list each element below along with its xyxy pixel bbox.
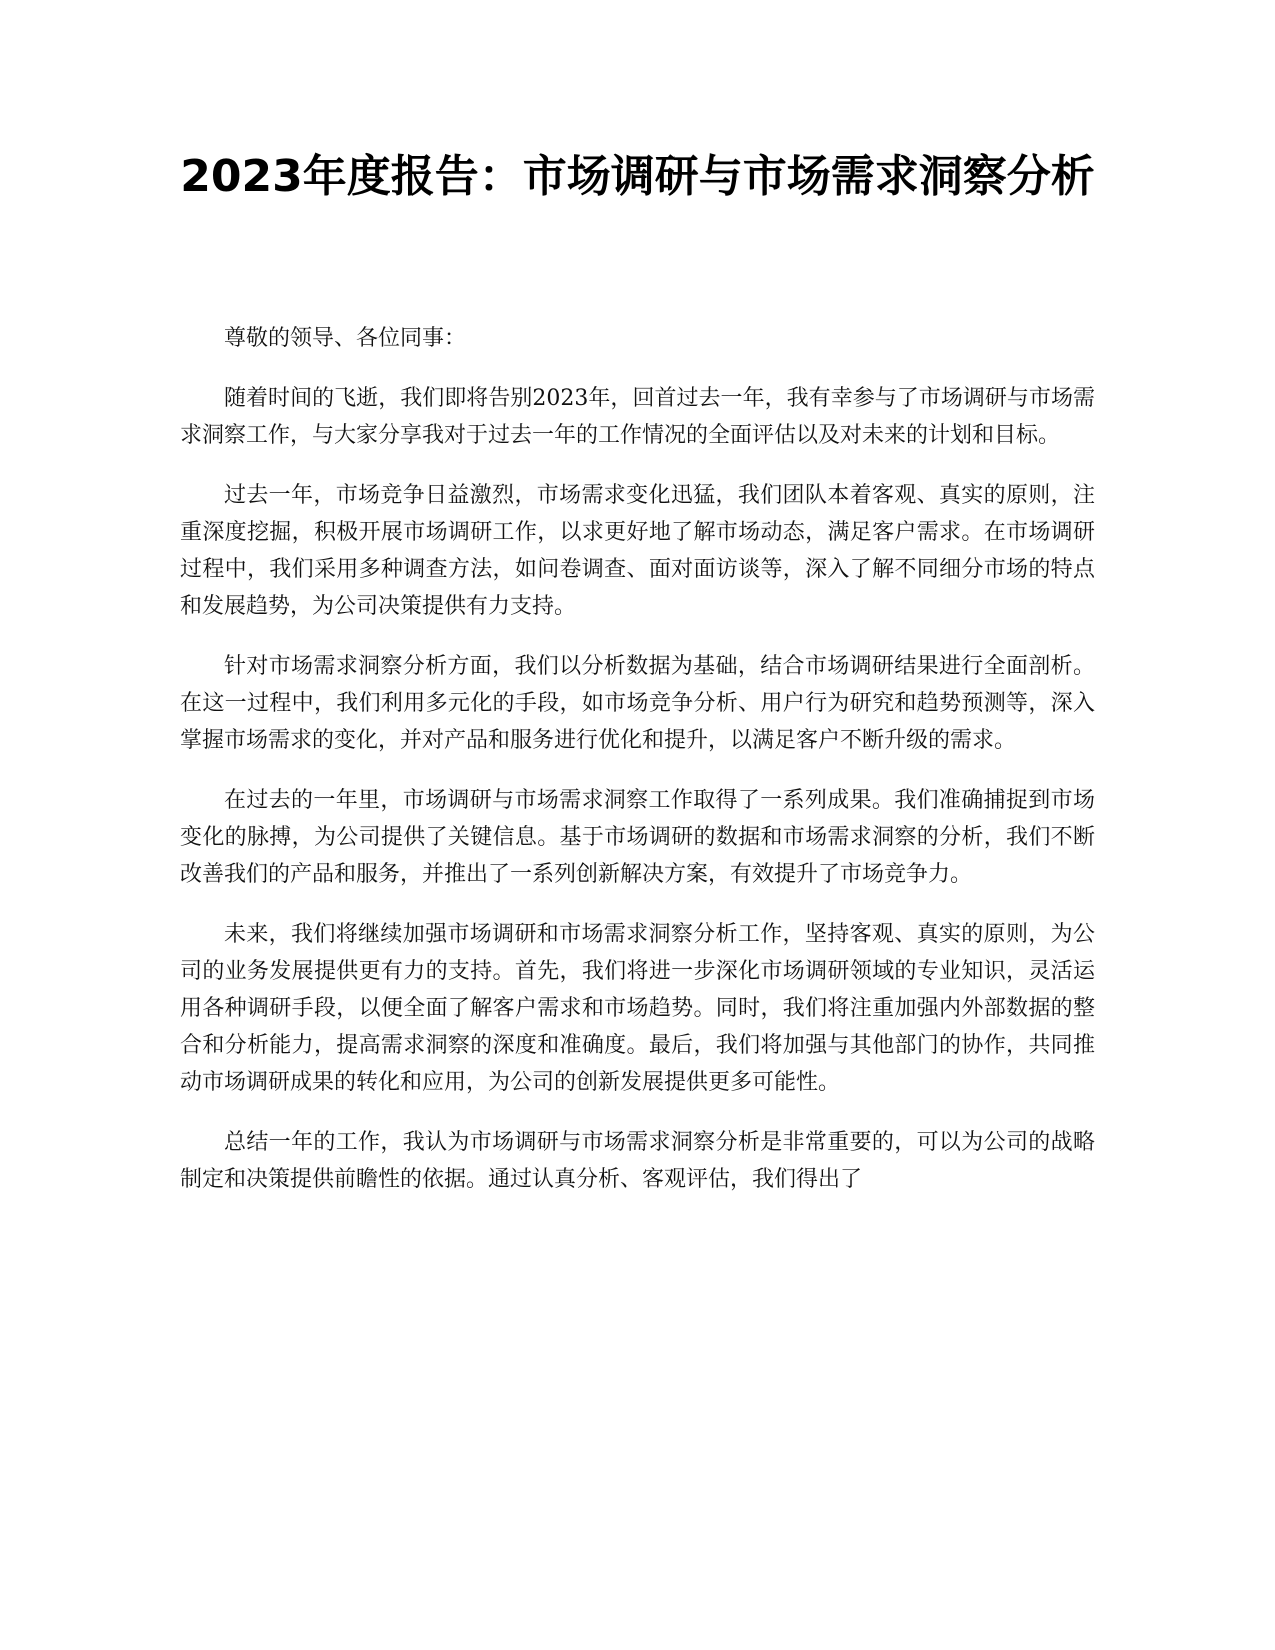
paragraph-2: 过去一年，市场竞争日益激烈，市场需求变化迅猛，我们团队本着客观、真实的原则，注重深度挖掘，积极开展市场调研工作，以求更好地了解市场动态，满足客户需求。在市场调研过程中，我们采用多种调查方法，如问卷调查、面对面访谈等，深入了解不同细分市场的特点和发展趋势，为公司决策提供有力支持。 xyxy=(180,483,1095,619)
paragraph-1: 随着时间的飞逝，我们即将告别2023年，回首过去一年，我有幸参与了市场调研与市场需求洞察工作，与大家分享我对于过去一年的工作情况的全面评估以及对未来的计划和目标。 xyxy=(180,386,1095,448)
paragraph-5: 未来，我们将继续加强市场调研和市场需求洞察分析工作，坚持客观、真实的原则，为公司的业务发展提供更有力的支持。首先，我们将进一步深化市场调研领域的专业知识，灵活运用各种调研手段，以便全面了解客户需求和市场趋势。同时，我们将注重加强内外部数据的整合和分析能力，提高需求洞察的深度和准确度。最后，我们将加强与其他部门的协作，共同推动市场调研成果的转化和应用，为公司的创新发展提供更多可能性。 xyxy=(180,922,1095,1095)
salutation: 尊敬的领导、各位同事： xyxy=(224,326,467,351)
paragraph-6: 总结一年的工作，我认为市场调研与市场需求洞察分析是非常重要的，可以为公司的战略制定和决策提供前瞻性的依据。通过认真分析、客观评估，我们得出了 xyxy=(180,1130,1095,1192)
paragraph-4: 在过去的一年里，市场调研与市场需求洞察工作取得了一系列成果。我们准确捕捉到市场变化的脉搏，为公司提供了关键信息。基于市场调研的数据和市场需求洞察的分析，我们不断改善我们的产品和服务，并推出了一系列创新解决方案，有效提升了市场竞争力。 xyxy=(180,788,1095,887)
document-body xyxy=(180,320,1095,1221)
paragraph-3: 针对市场需求洞察分析方面，我们以分析数据为基础，结合市场调研结果进行全面剖析。在这一过程中，我们利用多元化的手段，如市场竞争分析、用户行为研究和趋势预测等，深入掌握市场需求的变化，并对产品和服务进行优化和提升，以满足客户不断升级的需求。 xyxy=(180,654,1095,753)
document-title: 2023年度报告：市场调研与市场需求洞察分析 xyxy=(180,151,1095,202)
